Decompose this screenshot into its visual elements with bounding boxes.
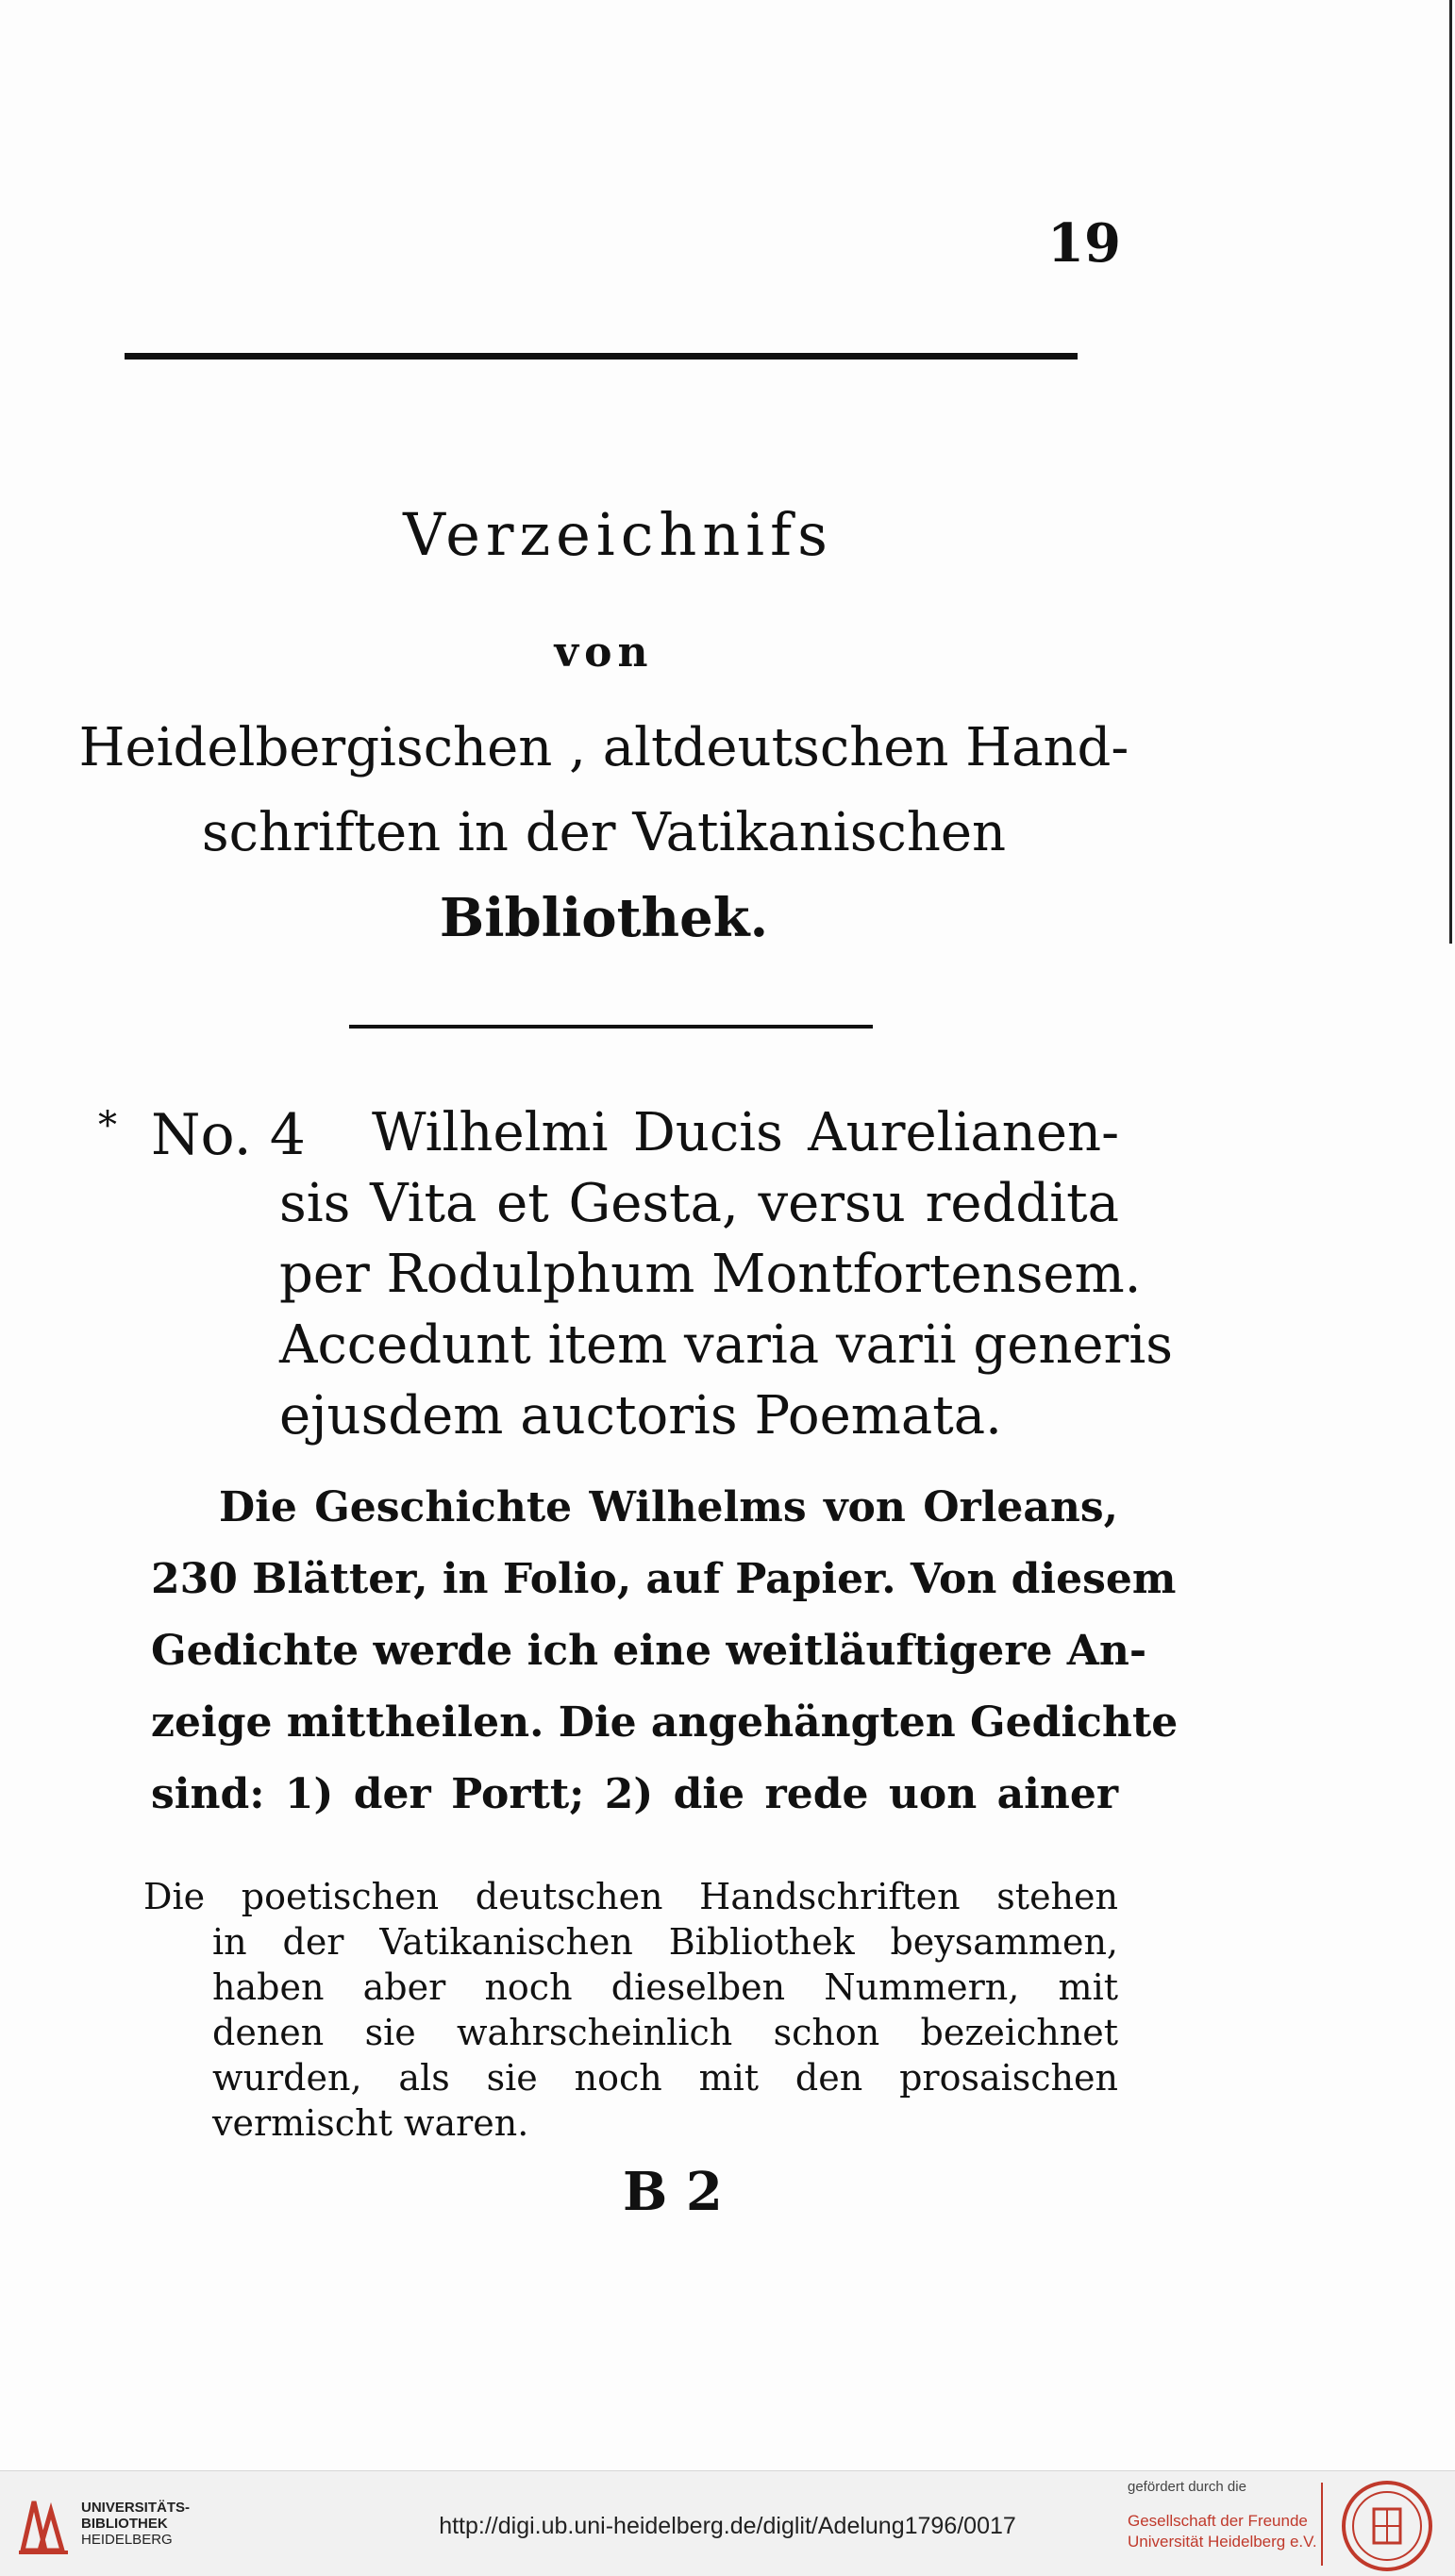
title-line-5: Bibliothek. bbox=[439, 887, 769, 949]
page-number: 19 bbox=[1047, 212, 1121, 275]
body-line: Gedichte werde ich eine weitläuftigere An- bbox=[151, 1627, 1147, 1675]
footnote-line: haben aber noch dieselben Nummern, mit bbox=[212, 1966, 1118, 2008]
library-name-line: HEIDELBERG bbox=[81, 2532, 173, 2548]
sponsor-name-line: Gesellschaft der Freunde bbox=[1128, 2512, 1308, 2530]
entry-marker: * bbox=[98, 1104, 117, 1147]
header-rule bbox=[125, 353, 1078, 360]
university-seal-icon[interactable] bbox=[1340, 2479, 1434, 2573]
entry-line: ejusdem auctoris Poemata. bbox=[279, 1385, 1002, 1447]
section-rule bbox=[349, 1025, 873, 1029]
sponsor-label: gefördert durch die bbox=[1128, 2479, 1246, 2495]
title-line-1: Verzeichnifs bbox=[403, 500, 833, 569]
entry-line: Accedunt item varia varii generis bbox=[279, 1314, 1173, 1376]
footer-bar bbox=[0, 2470, 1455, 2576]
library-name-line: UNIVERSITÄTS- bbox=[81, 2500, 191, 2516]
page-edge bbox=[1449, 0, 1452, 944]
footnote-line: in der Vatikanischen Bibliothek beysammen, bbox=[212, 1921, 1118, 1963]
footnote-line: vermischt waren. bbox=[212, 2102, 529, 2144]
title-line-3: Heidelbergischen , altdeutschen Hand- bbox=[78, 717, 1129, 778]
footnote-line: wurden, als sie noch mit den prosaischen bbox=[212, 2057, 1118, 2099]
sponsor-name-line: Universität Heidelberg e.V. bbox=[1128, 2533, 1317, 2551]
body-line: 230 Blätter, in Folio, auf Papier. Von diesem bbox=[151, 1555, 1177, 1603]
title-line-2: von bbox=[554, 628, 654, 677]
entry-number: No. 4 bbox=[151, 1102, 306, 1168]
sponsor-divider bbox=[1321, 2483, 1323, 2566]
entry-line: per Rodulphum Montfortensem. bbox=[279, 1244, 1142, 1305]
footnote-line: denen sie wahrscheinlich schon bezeichnet bbox=[212, 2012, 1118, 2053]
library-name-line: BIBLIOTHEK bbox=[81, 2516, 168, 2532]
entry-line: Wilhelmi Ducis Aurelianen- bbox=[372, 1102, 1119, 1163]
body-line: zeige mittheilen. Die angehängten Gedichte bbox=[151, 1698, 1179, 1747]
permalink-url[interactable]: http://digi.ub.uni-heidelberg.de/diglit/Adelung1796/0017 bbox=[439, 2513, 1016, 2539]
footnote-line: Die poetischen deutschen Handschriften stehen bbox=[143, 1876, 1118, 1917]
body-line: sind: 1) der Portt; 2) die rede uon ainer bbox=[151, 1770, 1118, 1818]
signature-mark: B 2 bbox=[623, 2161, 723, 2223]
sponsor-name[interactable] bbox=[1128, 2511, 1317, 2552]
entry-line: sis Vita et Gesta, versu reddita bbox=[279, 1173, 1119, 1234]
body-line: Die Geschichte Wilhelms von Orleans, bbox=[219, 1483, 1118, 1531]
title-line-4: schriften in der Vatikanischen bbox=[201, 802, 1007, 863]
